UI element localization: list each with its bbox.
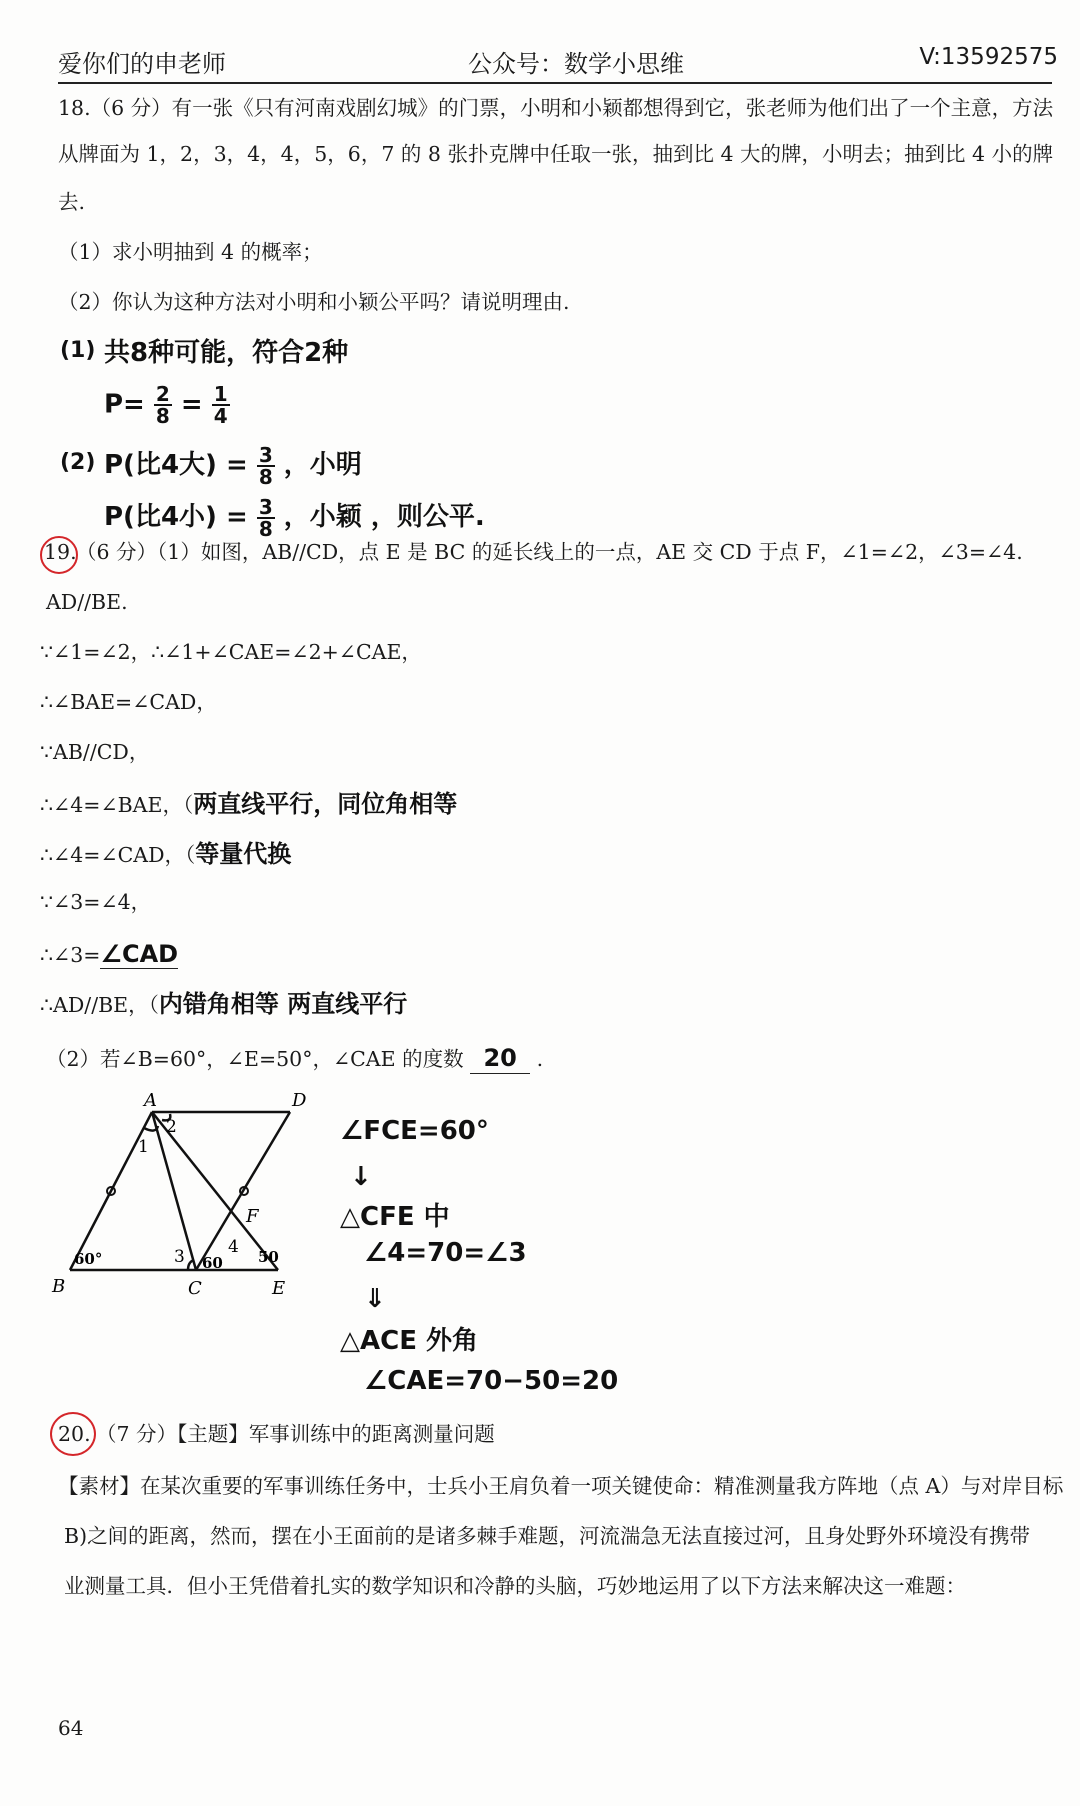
label-f: F bbox=[246, 1206, 259, 1227]
q19-line2: AD//BE. bbox=[46, 590, 128, 614]
page-number: 64 bbox=[58, 1716, 84, 1740]
q19-line1: （6 分）（1）如图，AB//CD，点 E 是 BC 的延长线上的一点，AE 交 CD 于点 F，∠1=∠2，∠3=∠4. bbox=[76, 540, 1023, 564]
label-c: C bbox=[188, 1278, 202, 1299]
q18-hand1-frac1: $\frac{2}{8}$ bbox=[155, 382, 170, 428]
q18-line2: 从牌面为 1，2，3，4，4，5，6，7 的 8 张扑克牌中任取一张，抽到比 4 大的牌，小明去；抽到比 4 小的牌 bbox=[58, 142, 1054, 166]
work-line-5: ⇓ bbox=[364, 1284, 386, 1314]
q19-step5: ∴∠4=∠CAD，（等量代换 bbox=[40, 840, 292, 868]
angle-3-label: 3 bbox=[174, 1247, 185, 1267]
q20-line4: 业测量工具．但小王凭借着扎实的数学知识和冷静的头脑，巧妙地运用了以下方法来解决这一难题： bbox=[64, 1574, 966, 1598]
q20-number: 20. bbox=[58, 1422, 91, 1446]
work-line-2: ↓ bbox=[350, 1162, 372, 1192]
label-d: D bbox=[292, 1090, 307, 1111]
segment-dc bbox=[196, 1112, 290, 1270]
work-line-7: ∠CAE=70−50=20 bbox=[364, 1366, 619, 1396]
q18-hand2-line-b: P(比4小) = $\frac{3}{8}$ ，小颖 ，则公平. bbox=[104, 494, 485, 541]
q18-hand1-text: 共8种可能，符合2种 bbox=[104, 338, 349, 368]
q18-hand2-line-a: P(比4大) = $\frac{3}{8}$ ，小明 bbox=[104, 442, 362, 489]
q19-step4-hand: 两直线平行，同位角相等 bbox=[193, 790, 458, 818]
q20-line1: （7 分）【主题】军事训练中的距离测量问题 bbox=[96, 1422, 495, 1446]
q18-part1: （1）求小明抽到 4 的概率； bbox=[58, 240, 323, 264]
q19-number: 19. bbox=[44, 540, 77, 564]
q18-line1: 18.（6 分）有一张《只有河南戏剧幻城》的门票，小明和小颖都想得到它，张老师为他们出了一个主意，方法 bbox=[58, 96, 1054, 120]
q20-line3: B)之间的距离，然而，摆在小王面前的是诸多棘手难题，河流湍急无法直接过河，且身处野外环境没有携带 bbox=[64, 1524, 1031, 1548]
q19-step7: ∴∠3=∠CAD bbox=[40, 940, 179, 968]
angle-e-value: 50 bbox=[258, 1248, 279, 1266]
angle-4-label: 4 bbox=[228, 1237, 239, 1257]
label-e: E bbox=[272, 1278, 286, 1299]
work-line-3: △CFE 中 bbox=[340, 1202, 450, 1232]
angle-b-value: 60° bbox=[74, 1250, 103, 1268]
page-header bbox=[58, 44, 1066, 84]
q19-step6: ∵∠3=∠4， bbox=[40, 890, 152, 914]
header-rule bbox=[58, 82, 1052, 84]
angle-2-label: 2 bbox=[166, 1117, 177, 1137]
q18-hand1-formula: P= $\frac{2}{8}$ = $\frac{1}{4}$ bbox=[104, 382, 228, 428]
work-line-1: ∠FCE=60° bbox=[340, 1116, 489, 1146]
q18-hand2-label: (2) bbox=[60, 450, 96, 475]
q19-step4: ∴∠4=∠BAE，（两直线平行，同位角相等 bbox=[40, 790, 458, 818]
q19-step2: ∴∠BAE=∠CAD， bbox=[40, 690, 217, 714]
q18-hand2-frac-b: $\frac{3}{8}$ bbox=[258, 494, 273, 541]
q19-part2: （2）若∠B=60°，∠E=50°，∠CAE 的度数 20 . bbox=[46, 1044, 544, 1072]
q18-part2: （2）你认为这种方法对小明和小颖公平吗？请说明理由. bbox=[58, 290, 570, 314]
q19-part2-answer: 20 bbox=[470, 1044, 530, 1074]
q19-step8: ∴AD//BE，（内错角相等 两直线平行 bbox=[40, 990, 408, 1018]
angle-3-arc bbox=[188, 1260, 194, 1270]
q19-step8-hand: 内错角相等 两直线平行 bbox=[158, 990, 408, 1018]
segment-ab bbox=[70, 1112, 152, 1270]
q18-hand1-label: (1) bbox=[60, 338, 96, 363]
q18-line3: 去. bbox=[58, 190, 86, 214]
q19-step5-hand: 等量代换 bbox=[195, 840, 292, 868]
label-a: A bbox=[144, 1090, 157, 1111]
q18-hand1-frac2: $\frac{1}{4}$ bbox=[213, 382, 228, 428]
q20-line2: 【素材】在某次重要的军事训练任务中，士兵小王肩负着一项关键使命：精准测量我方阵地（点 A）与对岸目标 bbox=[58, 1474, 1064, 1498]
q18-hand1-p: P= bbox=[104, 389, 145, 420]
header-author: 爱你们的申老师 bbox=[58, 50, 226, 78]
label-b: B bbox=[52, 1276, 66, 1297]
angle-c-value: 60 bbox=[202, 1254, 223, 1272]
q19-step3: ∵AB//CD， bbox=[40, 740, 150, 764]
header-contact: V:13592575 bbox=[919, 44, 1058, 70]
angle-1-label: 1 bbox=[138, 1137, 149, 1157]
q18-hand2-frac-a: $\frac{3}{8}$ bbox=[258, 442, 273, 489]
q19-step1: ∵∠1=∠2，∴∠1+∠CAE=∠2+∠CAE， bbox=[40, 640, 422, 664]
header-wechat: 公众号：数学小思维 bbox=[468, 50, 684, 78]
q19-geometry-diagram bbox=[40, 1090, 340, 1310]
work-line-4: ∠4=70=∠3 bbox=[364, 1238, 527, 1268]
work-line-6: △ACE 外角 bbox=[340, 1326, 479, 1356]
q19-step7-hand: ∠CAD bbox=[100, 940, 179, 968]
